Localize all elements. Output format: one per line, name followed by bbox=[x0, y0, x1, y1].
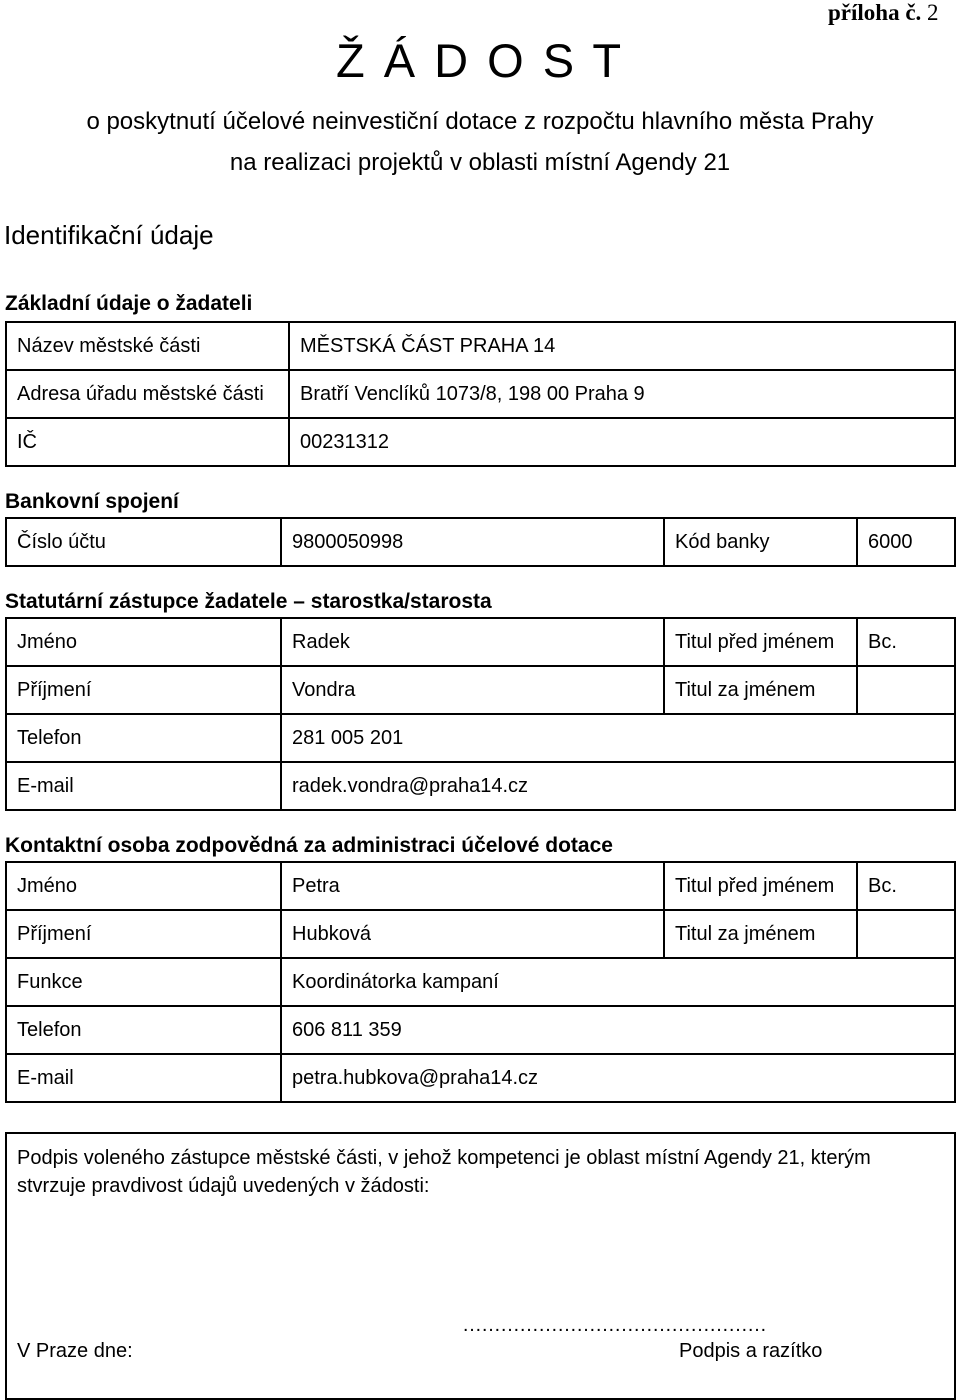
table-row bbox=[6, 910, 955, 958]
function-label: Funkce bbox=[6, 958, 281, 1006]
signature-statement: Podpis voleného zástupce městské části, v jehož kompetenci je oblast místní Agendy 21, kterým stvrzuje pravdivost údajů uvedených v žádosti: bbox=[17, 1147, 871, 1197]
title-after-label: Titul za jménem bbox=[664, 910, 857, 958]
email-value: petra.hubkova@praha14.cz bbox=[281, 1054, 955, 1102]
table-row bbox=[6, 666, 955, 714]
annex-number: 2 bbox=[927, 0, 939, 25]
annex-label bbox=[828, 0, 939, 26]
heading-contact: Kontaktní osoba zodpovědná za administraci účelové dotace bbox=[5, 834, 613, 857]
district-name-value: MĚSTSKÁ ČÁST PRAHA 14 bbox=[289, 322, 955, 370]
heading-statutory: Statutární zástupce žadatele – starostka/starosta bbox=[5, 590, 492, 613]
table-row bbox=[6, 418, 955, 466]
phone-label: Telefon bbox=[6, 714, 281, 762]
signature-line: ………………………………………… bbox=[462, 1314, 766, 1336]
subtitle-line-2: na realizaci projektů v oblasti místní Agendy 21 bbox=[229, 149, 731, 176]
basic-data-table bbox=[5, 321, 956, 467]
phone-value: 606 811 359 bbox=[281, 1006, 955, 1054]
title-after-value bbox=[857, 666, 955, 714]
page-title: Ž Á D O S T bbox=[335, 34, 625, 87]
title-before-value: Bc. bbox=[857, 618, 955, 666]
contact-table bbox=[5, 861, 956, 1103]
table-row bbox=[6, 714, 955, 762]
last-name-value: Vondra bbox=[281, 666, 664, 714]
last-name-value: Hubková bbox=[281, 910, 664, 958]
bank-code-label: Kód banky bbox=[664, 518, 857, 566]
email-label: E-mail bbox=[6, 1054, 281, 1102]
first-name-label: Jméno bbox=[6, 862, 281, 910]
bank-table bbox=[5, 517, 956, 567]
first-name-value: Radek bbox=[281, 618, 664, 666]
account-number-value: 9800050998 bbox=[281, 518, 664, 566]
signature-stamp-label: Podpis a razítko bbox=[679, 1340, 823, 1362]
table-row bbox=[6, 518, 955, 566]
office-address-label: Adresa úřadu městské části bbox=[6, 370, 289, 418]
function-value: Koordinátorka kampaní bbox=[281, 958, 955, 1006]
first-name-label: Jméno bbox=[6, 618, 281, 666]
title-before-label: Titul před jménem bbox=[664, 618, 857, 666]
email-label: E-mail bbox=[6, 762, 281, 810]
annex-label-text: příloha č. bbox=[828, 0, 922, 25]
last-name-label: Příjmení bbox=[6, 910, 281, 958]
table-row bbox=[6, 370, 955, 418]
signature-box bbox=[5, 1132, 956, 1400]
section-title-identification: Identifikační údaje bbox=[4, 220, 214, 250]
district-name-label: Název městské části bbox=[6, 322, 289, 370]
place-date-label: V Praze dne: bbox=[17, 1340, 133, 1362]
heading-bank: Bankovní spojení bbox=[5, 490, 179, 513]
office-address-value: Bratří Venclíků 1073/8, 198 00 Praha 9 bbox=[289, 370, 955, 418]
title-before-label: Titul před jménem bbox=[664, 862, 857, 910]
ic-value: 00231312 bbox=[289, 418, 955, 466]
title-after-label: Titul za jménem bbox=[664, 666, 857, 714]
table-row bbox=[6, 958, 955, 1006]
table-row bbox=[6, 762, 955, 810]
bank-code-value: 6000 bbox=[857, 518, 955, 566]
table-row bbox=[6, 1054, 955, 1102]
last-name-label: Příjmení bbox=[6, 666, 281, 714]
table-row bbox=[6, 1006, 955, 1054]
table-row bbox=[6, 618, 955, 666]
title-before-value: Bc. bbox=[857, 862, 955, 910]
subtitle-line-1: o poskytnutí účelové neinvestiční dotace z rozpočtu hlavního města Prahy bbox=[86, 108, 874, 135]
phone-label: Telefon bbox=[6, 1006, 281, 1054]
first-name-value: Petra bbox=[281, 862, 664, 910]
email-value: radek.vondra@praha14.cz bbox=[281, 762, 955, 810]
ic-label: IČ bbox=[6, 418, 289, 466]
table-row bbox=[6, 322, 955, 370]
table-row bbox=[6, 862, 955, 910]
title-after-value bbox=[857, 910, 955, 958]
statutory-table bbox=[5, 617, 956, 811]
heading-basic-data: Základní údaje o žadateli bbox=[5, 292, 253, 315]
phone-value: 281 005 201 bbox=[281, 714, 955, 762]
account-number-label: Číslo účtu bbox=[6, 518, 281, 566]
